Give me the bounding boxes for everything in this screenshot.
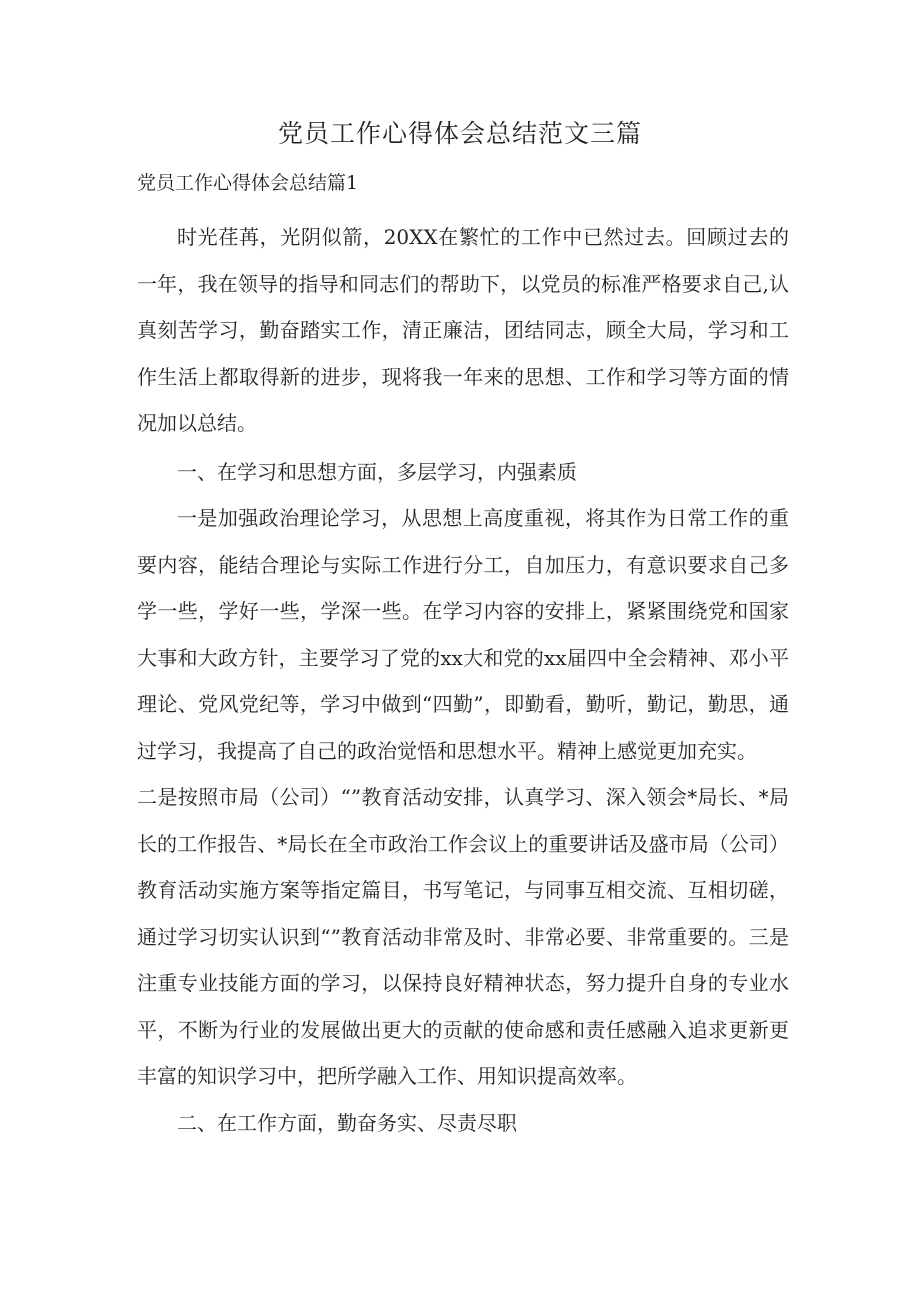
paragraph-study-1: 一是加强政治理论学习，从思想上高度重视，将其作为日常工作的重要内容，能结合理论与实际工作进行分工，自加压力，有意识要求自己多学一些，学好一些，学深一些。在学习内容的安排上，紧紧围绕党和国家大事和大政方针，主要学习了党的xx大和党的xx届四中全会精神、邓小平理论、党风党纪等，学习中做到“四勤”，即勤看，勤听，勤记，勤思，通过学习，我提高了自己的政治觉悟和思想水平。精神上感觉更加充实。: [137, 506, 789, 763]
document-body: [137, 214, 789, 1146]
paragraph-intro: 时光荏苒，光阴似箭，20XX在繁忙的工作中已然过去。回顾过去的一年，我在领导的指导和同志们的帮助下，以党员的标准严格要求自己,认真刻苦学习，勤奋踏实工作，清正廉洁，团结同志，顾全大局，学习和工作生活上都取得新的进步，现将我一年来的思想、工作和学习等方面的情况加以总结。: [137, 225, 789, 435]
document-title: 党员工作心得体会总结范文三篇: [277, 119, 642, 148]
document-subtitle: 党员工作心得体会总结篇1: [137, 172, 359, 194]
paragraph-study-2: 二是按照市局（公司）“”教育活动安排，认真学习、深入领会*局长、*局长的工作报告、*局长在全市政治工作会议上的重要讲话及盛市局（公司）教育活动实施方案等指定篇目，书写笔记，与同事互相交流、互相切磋，通过学习切实认识到“”教育活动非常及时、非常必要、非常重要的。三是注重专业技能方面的学习，以保持良好精神状态，努力提升自身的专业水平，不断为行业的发展做出更大的贡献的使命感和责任感融入追求更新更丰富的知识学习中，把所学融入工作、用知识提高效率。: [137, 785, 789, 1088]
section-heading-study: 一、在学习和思想方面，多层学习，内强素质: [177, 459, 577, 484]
section-heading-work: 二、在工作方面，勤奋务实、尽责尽职: [177, 1110, 517, 1135]
